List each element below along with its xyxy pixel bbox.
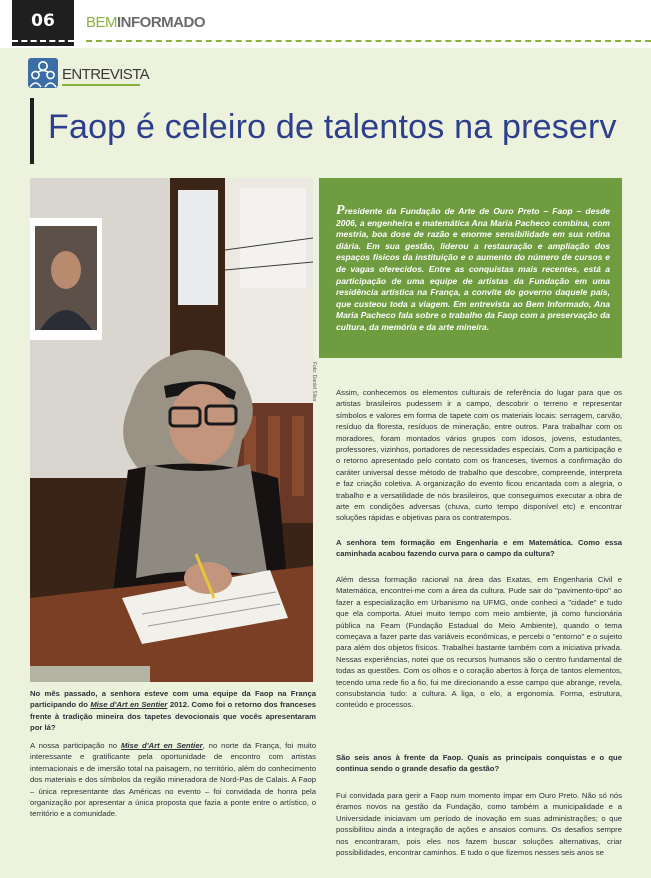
question-2: A senhora tem formação em Engenharia e em Matemática. Como essa caminhada acabou fazendo curva para o campo da cultura? (336, 538, 622, 559)
answer-paragraph-3: Fui convidada para gerir a Faop num momento ímpar em Ouro Preto. Não só nós éramos novos na gestão da Fundação, como também a municipalidade e a Universidade iniciavam um período de inovação em suas administrações; o que possibilitou ainda a integração de ações e ansaios comuns. Os desafios sempre nos encontraram, pois eles nos fazem buscar soluções alternativas, criar possibilidades, encontrar caminhos. E tudo o que fizemos nesses seis anos se (336, 791, 622, 858)
lead-paragraph (336, 205, 610, 334)
section-label: ENTREVISTA (62, 66, 150, 83)
question-1-event: Mise d'Art en Sentier (90, 700, 168, 710)
page-number: 06 (12, 0, 74, 46)
headline: Faop é celeiro de talentos na preserv (48, 108, 617, 146)
answer-paragraph-1: Assim, conhecemos os elementos culturais de referência do lugar para que os artistas brasileiros pudessem ir a campo, descobrir o terreno e representar símbolos e valores em forma de tapete com os materiais locais: serragem, carvão, resíduo da floresta, resíduos de mineração, entre outros. Para trabalhar com os moradores, foram montados vários grupos com idosos, jovens, estudantes, professores, vizinhos, portadores de necessidades especiais. Com a participação e o retorno apresentado pelo contato com os franceses, tivemos a confirmação do caráter universal desse método de trabalho que descobre, compreende, interpreta e faz criação coletiva. A organização do evento ficou encantada com a alegria, o trabalho e a versatilidade de nós brasileiros, que conseguimos executar a obra de arte em condições adversas (chuva, curto tempo disponível etc) e encontrar soluções rápidas e objetivas para os contratempos. (336, 388, 622, 523)
answer-0-post: , no norte da França, foi muito interessante e gratificante pela oportunidade de encontro com artistas internacionais e de imersão total na paisagem, no território, além do conhecimento dos materiais e dos símbolos da região mineradora de Nord-Pas de Calais. A Faop – única representante das Américas no evento – foi convidada de honra pela organização por apresentar a única proposta que fazia a ponte entre o artístico, o território e a comunidade. (30, 741, 316, 819)
question-1 (30, 688, 316, 734)
magazine-name-informado: INFORMADO (117, 14, 206, 31)
headline-bar (30, 98, 34, 164)
lead-text: residente da Fundação de Arte de Ouro Preto – Faop – desde 2006, a engenheira e matemática Ana Maria Pacheco combina, com mestria, boa dose de razão e enorme sensibilidade em sua rotina diária. Em sua gestão, liderou a restauração e ampliação dos espaços físicos da instituição e o aumento do número de cursos e de vagas oferecidos. Entre as conquistas mais recentes, está a participação de uma equipe de artistas da Fundação em uma residência artística na França, a convite do governo daquele país, que custeou toda a viagem. Em entrevista ao Bem Informado, Ana Maria Pacheco fala sobre o trabalho da Faop com a preservação da cultura, da memória e da arte mineira. (336, 206, 610, 332)
magazine-name (86, 14, 205, 31)
question-1-pre: No mês passado, a senhora esteve com uma equipe da Faop na França participando do (30, 689, 316, 710)
answer-paragraph-2: Além dessa formação racional na área das Exatas, em Engenharia Civil e Matemática, encontrei-me com a área da cultura. Pude sair do "pavimento-tipo" ao fazer a especialização em Urbanismo na UFMG, onde conheci a "cidade" e tudo que ela comporta. Atuei muito tempo com meio ambiente, já como funcionária pública na Feam (Fundação Estadual do Meio Ambiente), quando o tema começava a fazer parte das variáveis econômicas, e percebi o "entorno" e o sujeito para além dos objetos físicos. Trabalhei bastante também com a iniciativa privada. Nessas experiências, notei que os recursos humanos são o centro fundamental de todas as questões. Com os olhos e o coração abertos à força de tantos elementos, tecendo uma rede fio a fio, fui me direcionando a esse campo que abrange, revela, consubstancia tudo: a cultura. A liga, o elo, a ergonomia. Forma, estrutura, conteúdo e processos. (336, 575, 622, 710)
question-1-post: 2012. Como foi o retorno dos franceses frente à tradição mineira dos tapetes devocionais que vocês apresentaram por lá? (30, 700, 317, 733)
section-underline (62, 84, 140, 86)
question-3: São seis anos à frente da Faop. Quais as principais conquistas e o que continua sendo o grande desafio da gestão? (336, 753, 622, 774)
answer-0-pre: A nossa participação no (30, 741, 121, 750)
lead-drop-letter: P (336, 203, 345, 218)
header-dashed-rule (86, 40, 651, 42)
answer-paragraph-0 (30, 740, 316, 820)
tab-dashed-rule (12, 40, 74, 42)
magazine-name-bem: BEM (86, 14, 118, 31)
people-icon (28, 58, 58, 88)
photo-credit: Foto: Daniel Silva (311, 362, 317, 402)
answer-0-event: Mise d'Art en Sentier (121, 741, 203, 750)
interview-photo (30, 178, 313, 682)
